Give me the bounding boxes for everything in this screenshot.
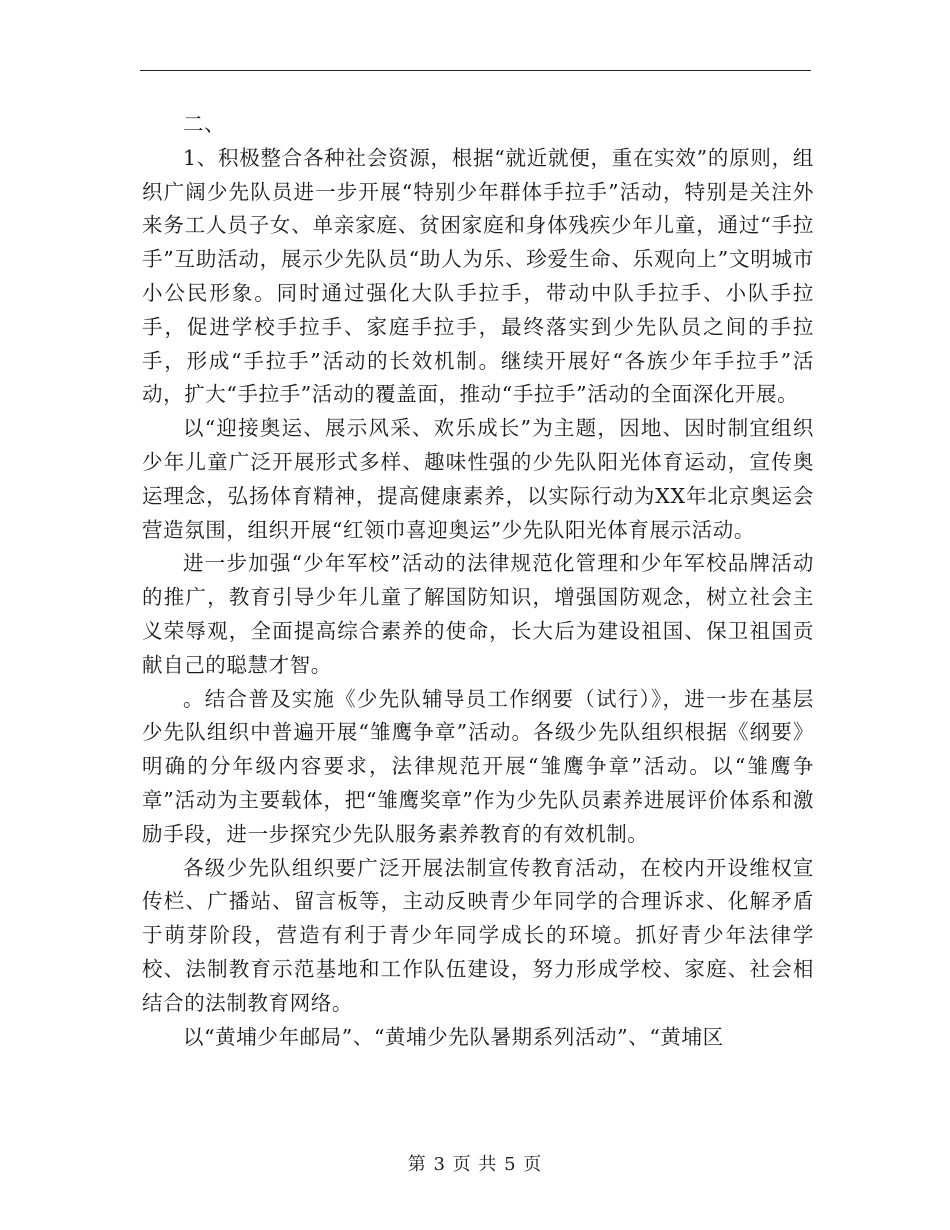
section-heading: 二、: [183, 112, 226, 136]
page-number: 第 3 页 共 5 页: [407, 1154, 543, 1175]
paragraph-huangpu-activities: 以“黄埔少年邮局”、“黄埔少先队暑期系列活动”、“黄埔区: [183, 1024, 724, 1049]
paragraph-olympics-sports: 以“迎接奥运、展示风采、欢乐成长”为主题，因地、因时制宜组织少年儿童广泛开展形式多样、趣味性强的少先队阳光体育运动，宣传奥运理念，弘扬体育精神，提高健康素养，以实际行动为XX年北京奥运会营造氛围，组织开展“红领巾喜迎奥运”少先队阳光体育展示活动。: [142, 416, 814, 542]
paragraph-youth-military-school: 进一步加强“少年军校”活动的法律规范化管理和少年军校品牌活动的推广，教育引导少年儿童了解国防知识，增强国防观念，树立社会主义荣辱观，全面提高综合素养的使命，长大后为建设祖国、保卫祖国贡献自己的聪慧才智。: [142, 551, 814, 677]
document-body: [142, 108, 814, 1054]
paragraph-eaglet-badge: 。结合普及实施《少先队辅导员工作纲要（试行）》，进一步在基层少先队组织中普遍开展“雏鹰争章”活动。各级少先队组织根据《纲要》明确的分年级内容要求，法律规范开展“雏鹰争章”活动。以“雏鹰争章”活动为主要载体，把“雏鹰奖章”作为少先队员素养进展评价体系和激励手段，进一步探究少先队服务素养教育的有效机制。: [142, 686, 814, 846]
header-rule: [140, 70, 811, 71]
paragraph-hand-in-hand: 1、积极整合各种社会资源，根据“就近就便，重在实效”的原则，组织广阔少先队员进一步开展“特别少年群体手拉手”活动，特别是关注外来务工人员子女、单亲家庭、贫困家庭和身体残疾少年儿童，通过“手拉手”互助活动，展示少先队员“助人为乐、珍爱生命、乐观向上”文明城市小公民形象。同时通过强化大队手拉手，带动中队手拉手、小队手拉手，促进学校手拉手、家庭手拉手，最终落实到少先队员之间的手拉手，形成“手拉手”活动的长效机制。继续开展好“各族少年手拉手”活动，扩大“手拉手”活动的覆盖面，推动“手拉手”活动的全面深化开展。: [142, 145, 814, 407]
paragraph-legal-education: 各级少先队组织要广泛开展法制宣传教育活动，在校内开设维权宣传栏、广播站、留言板等，主动反映青少年同学的合理诉求、化解矛盾于萌芽阶段，营造有利于青少年同学成长的环境。抓好青少年法律学校、法制教育示范基地和工作队伍建设，努力形成学校、家庭、社会相结合的法制教育网络。: [142, 855, 814, 1015]
